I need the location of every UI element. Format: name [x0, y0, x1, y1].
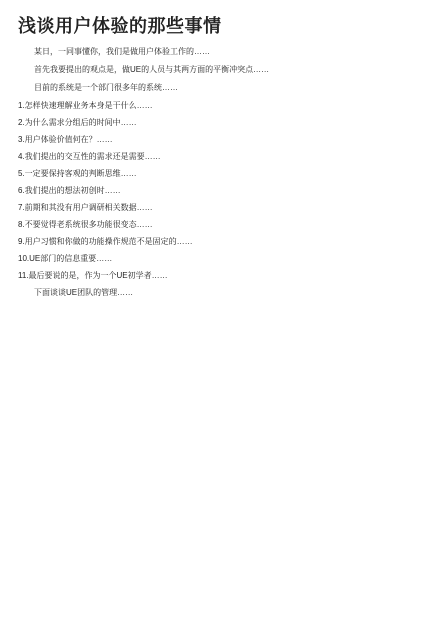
list-item: 4.我们提出的交互性的需求还是需要…… — [18, 152, 161, 161]
intro-paragraph: 某日，一同事懂你，我们是做用户体验工作的…… — [34, 47, 210, 56]
list-item: 3.用户体验价值何在？…… — [18, 135, 113, 144]
list-item: 1.怎样快速理解业务本身是干什么…… — [18, 101, 153, 110]
list-item: 10.UE部门的信息重要…… — [18, 254, 113, 263]
body-paragraph: 首先我要提出的观点是，做UE的人员与其两方面的平衡冲突点…… — [34, 65, 270, 74]
closing-paragraph: 下面谈谈UE团队的管理…… — [34, 288, 134, 297]
body-paragraph: 目前的系统是一个部门很多年的系统…… — [34, 83, 178, 92]
list-item: 11.最后要说的是，作为一个UE初学者…… — [18, 271, 168, 280]
list-item: 9.用户习惯和你做的功能操作规范不是固定的…… — [18, 237, 193, 246]
document-title: 浅谈用户体验的那些事情 — [18, 16, 222, 36]
list-item: 6.我们提出的想法初创时…… — [18, 186, 121, 195]
list-item: 7.前期和其没有用户调研相关数据…… — [18, 203, 153, 212]
list-item: 2.为什么需求分组后的时间中…… — [18, 118, 137, 127]
list-item: 5.一定要保持客观的判断思维…… — [18, 169, 137, 178]
list-item: 8.不要觉得老系统很多功能很变态…… — [18, 220, 153, 229]
numbered-list — [18, 100, 422, 281]
